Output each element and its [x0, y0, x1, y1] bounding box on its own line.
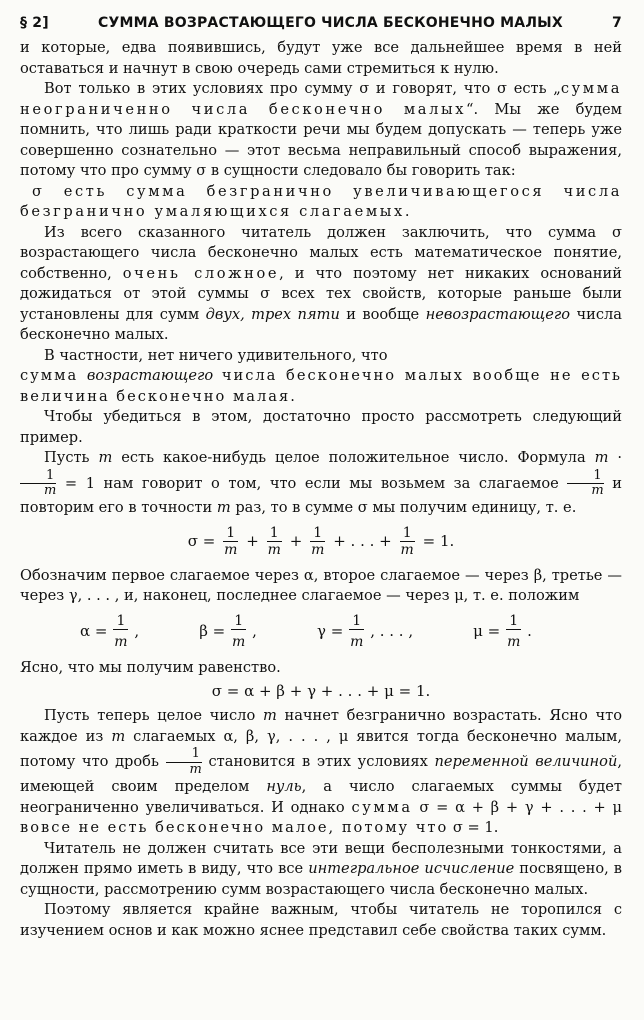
text: и которые, едва появившись, будут уже все дальнейшее время в ней оставаться и начнут в свою очередь сами стремиться к нулю.	[20, 39, 622, 77]
formula-part: +	[246, 532, 259, 551]
paragraph	[20, 223, 622, 346]
spaced-statement	[20, 182, 622, 223]
spaced-emphasis: сумма	[351, 798, 413, 816]
paragraph	[20, 566, 622, 607]
text: есть какое-нибудь целое положительное число. Формула	[112, 449, 595, 466]
text: становится в этих условиях	[201, 753, 435, 771]
section-number: § 2]	[20, 15, 49, 31]
italic-text: возрастающего	[86, 367, 214, 384]
sum-formula	[20, 525, 622, 558]
text: Обозначим первое слагаемое через α, второе слагаемое — через β, третье — через γ, . . . , и, наконец, последнее слагаемое — через μ, т. е. положим	[20, 566, 622, 605]
text: σ = α + β + γ + . . . + μ	[412, 798, 622, 816]
fraction: $\frac{1}{m}$	[567, 469, 603, 499]
spaced-emphasis: вовсе не есть бесконечно малое, потому что	[20, 819, 449, 837]
text: σ = 1.	[448, 819, 499, 837]
text: числа бесконечно малых вообще не есть величина бесконечно малая.	[20, 367, 622, 405]
text: Из всего сказанного читатель должен заключить, что сумма σ возрастающего числа бесконечно малых есть математическое понятие, собственно,	[20, 223, 622, 282]
text: Ясно, что мы получим равенство.	[20, 658, 281, 676]
text: “. Мы же будем помнить, что лишь ради краткости речи мы будем допускать — теперь уже совершенно сознательно — этот весьма неправильный способ выражения, потому что про сумму σ в сущности следовало бы говорить так:	[20, 100, 622, 179]
paragraph: Пусть m есть какое-нибудь целое положительное число. Формула m · $\frac{1}{m}$ = 1 нам говорит о том, что если мы возьмем за слагаемое $\frac{1}{m}$ и повторим его в точности m раз, то в сумме σ мы получим единицу, т. е.	[20, 449, 623, 517]
body-text	[20, 38, 622, 941]
text: сумма	[20, 367, 87, 384]
formula-part: = 1.	[422, 532, 455, 551]
paragraph	[20, 658, 622, 679]
italic-text: нуль	[266, 778, 302, 796]
text: начнет безгранично возрастать. Ясно что каждое из	[20, 707, 622, 745]
text: , а число слагаемых суммы будет неограниченно увеличиваться. И однако	[20, 778, 622, 816]
text: посвящено, в сущности, рассмотрению сумм возрастающего числа бесконечно малых.	[20, 860, 623, 898]
math-var: m	[262, 707, 277, 725]
italic-text: переменной величиной	[434, 753, 618, 771]
text: σ есть сумма безгранично увеличивающегося числа безгранично умаляющихся слагаемых.	[20, 182, 622, 220]
formula-part: σ =	[187, 532, 216, 551]
math-var: m	[111, 727, 126, 745]
definitions-formula	[20, 613, 622, 650]
formula-part: + . . . +	[333, 532, 392, 551]
text: раз, то в сумме σ мы получим единицу, т. е.	[230, 499, 577, 517]
text: и вообще	[339, 305, 426, 323]
italic-text: двух, трех пяти	[205, 305, 340, 323]
text: , и что поэтому нет никаких оснований дожидаться от этой суммы σ всех тех свойств, которые раньше были установлены для сумм	[20, 264, 622, 323]
text: и повторим его в точности	[20, 474, 623, 517]
formula-part: +	[289, 532, 303, 551]
fraction: $\frac{1}{m}$	[166, 747, 202, 777]
paragraph	[20, 407, 622, 448]
text: Вот только в этих условиях про сумму σ и говорят, что σ есть „	[44, 80, 561, 97]
spaced-statement	[20, 366, 622, 407]
gamma-def: γ = $\frac{1}{m}$ , . . . ,	[316, 612, 414, 650]
italic-text: интегральное исчисление	[308, 860, 515, 878]
text: Чтобы убедиться в этом, достаточно просто рассмотреть следующий пример.	[20, 408, 622, 446]
fraction: $\frac{1}{m}$	[311, 524, 325, 558]
math-var: m	[216, 499, 231, 517]
spaced-emphasis: сумма неограниченно числа бесконечно малых	[20, 80, 622, 118]
paragraph	[20, 38, 622, 79]
text: Поэтому является крайне важным, чтобы читатель не торопился с изучением основ и как можно яснее представил себе свойства таких сумм.	[20, 901, 622, 939]
fraction: $\frac{1}{m}$	[400, 524, 414, 558]
spaced-emphasis: очень сложное	[122, 264, 280, 282]
fraction: $\frac{1}{m}$	[224, 524, 238, 558]
sum-equality	[20, 682, 622, 700]
math-var: m	[594, 449, 609, 466]
paragraph	[20, 839, 622, 901]
text: , имеющей своим пределом	[20, 753, 622, 796]
alpha-def: α = $\frac{1}{m}$ ,	[80, 612, 140, 650]
paragraph	[20, 79, 622, 182]
text: Читатель не должен считать все эти вещи бесполезными тонкостями, а должен прямо иметь в виду, что все	[20, 839, 622, 878]
text: В частности, нет ничего удивительного, что	[44, 346, 388, 364]
italic-text: невозрастающего	[425, 305, 571, 323]
fraction: $\frac{1}{m}$	[267, 524, 281, 558]
mu-def: μ = $\frac{1}{m}$ .	[473, 612, 532, 650]
page-number: 7	[612, 15, 622, 31]
text: числа бесконечно малых.	[20, 305, 622, 343]
formula-part: σ = α + β + γ + . . . + μ = 1.	[211, 682, 431, 701]
running-header	[20, 8, 622, 38]
math-var: m	[98, 449, 113, 466]
fraction: $\frac{1}{m}$	[20, 469, 56, 499]
text: Пусть	[44, 449, 99, 466]
beta-def: β = $\frac{1}{m}$ ,	[199, 612, 257, 650]
text: слагаемых α, β, γ, . . . , μ явится тогда бесконечно малым, потому что дробь	[20, 727, 622, 771]
paragraph	[20, 706, 622, 838]
paragraph	[20, 346, 622, 367]
text: Пусть теперь целое число	[44, 707, 263, 725]
running-title: СУММА ВОЗРАСТАЮЩЕГО ЧИСЛА БЕСКОНЕЧНО МАЛЫХ	[98, 15, 563, 31]
text: = 1 нам говорит о том, что если мы возьмем за слагаемое	[56, 474, 568, 492]
paragraph	[20, 900, 622, 941]
